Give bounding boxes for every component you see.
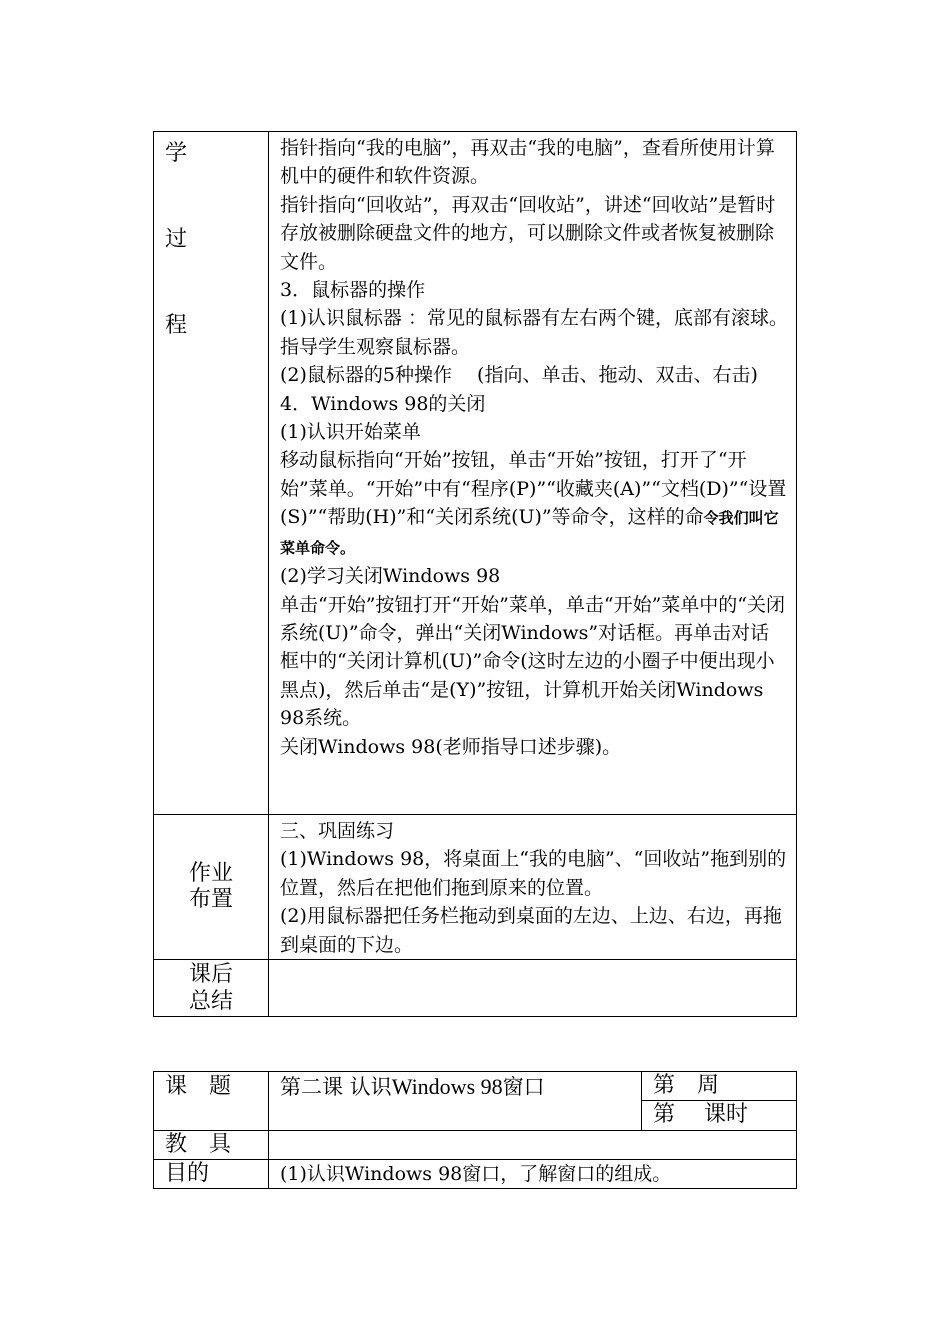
summary-label-cell [154, 960, 269, 1017]
process-paragraph: (1)认识鼠标器 ：常见的鼠标器有左右两个键，底部有滚球。指导学生观察鼠标器。 [280, 307, 788, 358]
topic-label-cell: 课 题 [154, 1072, 269, 1131]
process-paragraph: 指针指向“回收站”，再双击“回收站”，讲述“回收站”是暂时存放被删除硬盘文件的地方，可以删除文件或者恢复被删除文件。 [280, 193, 776, 273]
goal-row [154, 1160, 797, 1189]
homework-label-line: 作业 [188, 861, 233, 887]
process-paragraph: 3．鼠标器的操作 [280, 279, 426, 302]
homework-content-cell [269, 815, 797, 960]
process-paragraph: 单击“开始”按钮打开“开始”菜单，单击“开始”菜单中的“关闭系统(U)”命令，弹出“关闭Windows”对话框。再单击对话框中的“关闭计算机(U)”命令(这时左边的小圈子中便出现小黑点)，然后单击“是(Y)”按钮，计算机开始关闭Windows 98系统。 [280, 593, 785, 730]
lesson-plan-table-2 [153, 1071, 797, 1189]
summary-content-cell [269, 960, 797, 1017]
topic-prefix: 第二课 认识 [280, 1075, 392, 1099]
process-paragraph: (2)学习关闭Windows 98 [280, 565, 501, 588]
topic-latin: Windows 98 [391, 1074, 503, 1099]
process-paragraph: 关闭Windows 98(老师指导口述步骤)。 [280, 735, 622, 758]
lesson-plan-table-1 [153, 131, 797, 1017]
homework-paragraph: (2)用鼠标器把任务栏拖动到桌面的左边、上边、右边，再拖到桌面的下边。 [280, 905, 782, 956]
homework-label-line: 布置 [188, 887, 233, 913]
process-paragraph: (2)鼠标器的5种操作 (指向、单击、拖动、双击、右击) [280, 364, 758, 387]
process-paragraph: 4．Windows 98的关闭 [280, 392, 486, 415]
process-paragraph [280, 446, 788, 562]
goal-value-cell: (1)认识Windows 98窗口，了解窗口的组成。 [269, 1160, 797, 1189]
process-paragraph: (1)认识开始菜单 [280, 421, 421, 444]
homework-paragraph: (1)Windows 98，将桌面上“我的电脑”、“回收站”拖到别的位置，然后在把他们拖到原来的位置。 [280, 848, 787, 899]
menu-command-text: 令我们叫它菜单命令。 [280, 509, 779, 557]
homework-paragraph: 三、巩固练习 [280, 820, 395, 842]
homework-label-cell [154, 815, 269, 960]
summary-label-line: 总结 [188, 989, 233, 1015]
goal-label-cell: 目的 [154, 1160, 269, 1189]
process-content-cell [269, 132, 797, 815]
summary-label-line: 课后 [188, 962, 233, 988]
process-label-char: 程 [165, 313, 188, 338]
period-cell: 第 课时 [642, 1101, 797, 1131]
process-paragraph: 指针指向“我的电脑”，再双击“我的电脑”，查看所使用计算机中的硬件和软件资源。 [280, 137, 775, 188]
topic-suffix: 窗口 [502, 1075, 545, 1099]
tools-row [154, 1131, 797, 1160]
homework-row [154, 815, 797, 960]
week-cell: 第 周 [642, 1072, 797, 1101]
summary-row [154, 960, 797, 1017]
process-row [154, 132, 797, 815]
process-label-char: 过 [165, 227, 188, 252]
process-label-cell [154, 132, 269, 815]
topic-value-cell [269, 1072, 642, 1131]
start-menu-text: 移动鼠标指向“开始”按钮，单击“开始”按钮，打开了“开始”菜单。“开始”中有“程序(P)”“收藏夹(A)”“文档(D)”“设置(S)”“帮助(H)”和“关闭系统(U)”等命令，这样的命 [280, 449, 787, 529]
tools-value-cell [269, 1131, 797, 1160]
topic-row [154, 1072, 797, 1101]
tools-label-cell: 教 具 [154, 1131, 269, 1160]
process-label-char: 学 [165, 141, 188, 166]
